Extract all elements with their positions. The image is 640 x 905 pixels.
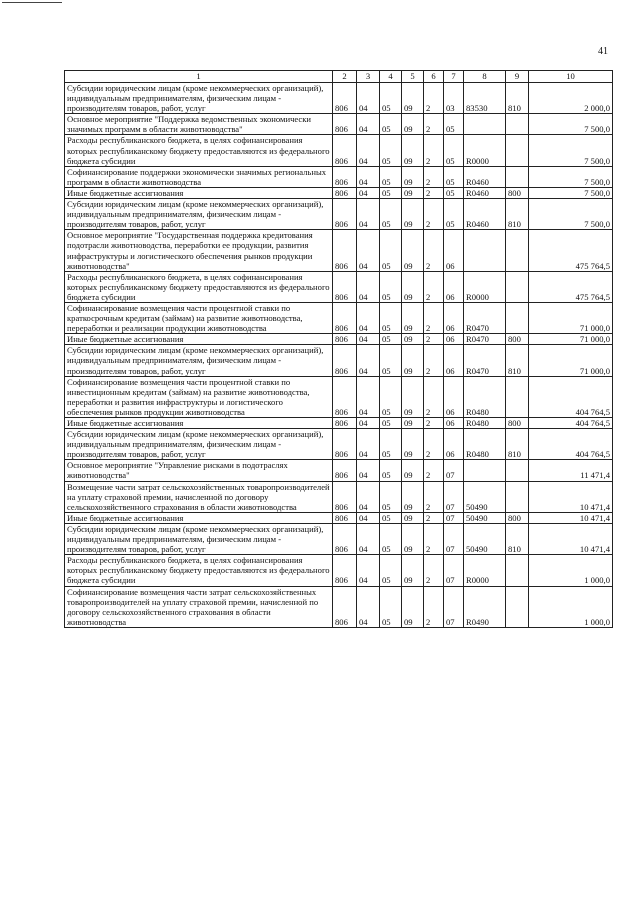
subprogram-code-cell: 2 bbox=[424, 187, 444, 198]
table-row bbox=[65, 271, 613, 302]
program-code-cell: 09 bbox=[402, 523, 424, 554]
measure-code-cell: 06 bbox=[444, 345, 464, 376]
subsection-code-cell: 05 bbox=[380, 199, 402, 230]
measure-code-cell: 06 bbox=[444, 334, 464, 345]
program-code-cell: 09 bbox=[402, 512, 424, 523]
direction-code-cell: R0460 bbox=[464, 199, 506, 230]
direction-code-cell: R0480 bbox=[464, 429, 506, 460]
subsection-code-cell: 05 bbox=[380, 555, 402, 586]
direction-code-cell: 83530 bbox=[464, 83, 506, 114]
admin-code-cell: 806 bbox=[333, 376, 357, 417]
measure-code-cell: 05 bbox=[444, 199, 464, 230]
row-name-cell: Иные бюджетные ассигнования bbox=[65, 418, 333, 429]
expense-type-cell bbox=[506, 555, 529, 586]
amount-cell: 10 471,4 bbox=[529, 512, 613, 523]
direction-code-cell: R0000 bbox=[464, 555, 506, 586]
expense-type-cell bbox=[506, 271, 529, 302]
row-name-cell: Возмещение части затрат сельскохозяйственных товаропроизводителей на уплату страховой премии, начисленной по договору сельскохозяйственного страхования в области животноводства bbox=[65, 481, 333, 512]
direction-code-cell: R0460 bbox=[464, 187, 506, 198]
table-row bbox=[65, 376, 613, 417]
scan-corner-mark bbox=[2, 2, 62, 3]
row-name-cell: Основное мероприятие "Поддержка ведомственных экономически значимых программ в области животноводства" bbox=[65, 114, 333, 135]
table-row bbox=[65, 512, 613, 523]
program-code-cell: 09 bbox=[402, 187, 424, 198]
expense-type-cell bbox=[506, 114, 529, 135]
row-name-cell: Расходы республиканского бюджета, в целях софинансирования которых республиканскому бюджету предоставляются из федерального бюджета субсидии bbox=[65, 271, 333, 302]
subprogram-code-cell: 2 bbox=[424, 114, 444, 135]
program-code-cell: 09 bbox=[402, 135, 424, 166]
row-name-cell: Софинансирование возмещения части затрат сельскохозяйственных товаропроизводителей на уплату страховой премии, начисленной по договору сельскохозяйственного страхования в области животноводства bbox=[65, 586, 333, 627]
measure-code-cell: 06 bbox=[444, 418, 464, 429]
subsection-code-cell: 05 bbox=[380, 135, 402, 166]
admin-code-cell: 806 bbox=[333, 334, 357, 345]
subsection-code-cell: 05 bbox=[380, 481, 402, 512]
budget-table bbox=[64, 70, 613, 628]
section-code-cell: 04 bbox=[357, 135, 380, 166]
amount-cell: 1 000,0 bbox=[529, 586, 613, 627]
section-code-cell: 04 bbox=[357, 345, 380, 376]
direction-code-cell: R0490 bbox=[464, 586, 506, 627]
amount-cell: 1 000,0 bbox=[529, 555, 613, 586]
admin-code-cell: 806 bbox=[333, 418, 357, 429]
program-code-cell: 09 bbox=[402, 271, 424, 302]
amount-cell: 2 000,0 bbox=[529, 83, 613, 114]
measure-code-cell: 07 bbox=[444, 555, 464, 586]
subsection-code-cell: 05 bbox=[380, 271, 402, 302]
table-row bbox=[65, 114, 613, 135]
subprogram-code-cell: 2 bbox=[424, 523, 444, 554]
row-name-cell: Иные бюджетные ассигнования bbox=[65, 334, 333, 345]
program-code-cell: 09 bbox=[402, 302, 424, 333]
subprogram-code-cell: 2 bbox=[424, 345, 444, 376]
direction-code-cell: 50490 bbox=[464, 481, 506, 512]
subprogram-code-cell: 2 bbox=[424, 429, 444, 460]
amount-cell: 404 764,5 bbox=[529, 418, 613, 429]
admin-code-cell: 806 bbox=[333, 271, 357, 302]
expense-type-cell bbox=[506, 230, 529, 271]
table-row bbox=[65, 83, 613, 114]
page-number: 41 bbox=[598, 46, 608, 57]
expense-type-cell bbox=[506, 586, 529, 627]
subsection-code-cell: 05 bbox=[380, 114, 402, 135]
row-name-cell: Субсидии юридическим лицам (кроме некоммерческих организаций), индивидуальным предпринимателям, физическим лицам - производителям товаров, работ, услуг bbox=[65, 345, 333, 376]
expense-type-cell: 800 bbox=[506, 418, 529, 429]
admin-code-cell: 806 bbox=[333, 199, 357, 230]
subsection-code-cell: 05 bbox=[380, 334, 402, 345]
column-header: 1 bbox=[65, 71, 333, 83]
expense-type-cell: 810 bbox=[506, 429, 529, 460]
row-name-cell: Основное мероприятие "Управление рисками в подотраслях животноводства" bbox=[65, 460, 333, 481]
admin-code-cell: 806 bbox=[333, 460, 357, 481]
measure-code-cell: 07 bbox=[444, 586, 464, 627]
subsection-code-cell: 05 bbox=[380, 523, 402, 554]
row-name-cell: Основное мероприятие "Государственная поддержка кредитования подотрасли животноводства, переработки ее продукции, развития инфраструктуры и логистического обеспечения рынков продукции животноводства" bbox=[65, 230, 333, 271]
measure-code-cell: 05 bbox=[444, 166, 464, 187]
section-code-cell: 04 bbox=[357, 83, 380, 114]
admin-code-cell: 806 bbox=[333, 187, 357, 198]
table-row bbox=[65, 334, 613, 345]
direction-code-cell: R0000 bbox=[464, 135, 506, 166]
amount-cell: 7 500,0 bbox=[529, 187, 613, 198]
measure-code-cell: 06 bbox=[444, 302, 464, 333]
admin-code-cell: 806 bbox=[333, 302, 357, 333]
section-code-cell: 04 bbox=[357, 334, 380, 345]
row-name-cell: Софинансирование возмещения части процентной ставки по инвестиционным кредитам (займам) на развитие животноводства, переработки и развития инфраструктуры и логистического обеспечения рынков продукции животноводства bbox=[65, 376, 333, 417]
expense-type-cell bbox=[506, 376, 529, 417]
table-row bbox=[65, 523, 613, 554]
amount-cell: 7 500,0 bbox=[529, 135, 613, 166]
table-row bbox=[65, 586, 613, 627]
direction-code-cell bbox=[464, 114, 506, 135]
subsection-code-cell: 05 bbox=[380, 376, 402, 417]
subsection-code-cell: 05 bbox=[380, 429, 402, 460]
expense-type-cell: 800 bbox=[506, 187, 529, 198]
section-code-cell: 04 bbox=[357, 555, 380, 586]
subprogram-code-cell: 2 bbox=[424, 376, 444, 417]
section-code-cell: 04 bbox=[357, 166, 380, 187]
table-row bbox=[65, 230, 613, 271]
program-code-cell: 09 bbox=[402, 418, 424, 429]
row-name-cell: Иные бюджетные ассигнования bbox=[65, 512, 333, 523]
column-header: 6 bbox=[424, 71, 444, 83]
program-code-cell: 09 bbox=[402, 345, 424, 376]
subsection-code-cell: 05 bbox=[380, 418, 402, 429]
row-name-cell: Субсидии юридическим лицам (кроме некоммерческих организаций), индивидуальным предпринимателям, физическим лицам - производителям товаров, работ, услуг bbox=[65, 429, 333, 460]
table-row bbox=[65, 187, 613, 198]
table-row bbox=[65, 555, 613, 586]
section-code-cell: 04 bbox=[357, 586, 380, 627]
section-code-cell: 04 bbox=[357, 271, 380, 302]
subprogram-code-cell: 2 bbox=[424, 418, 444, 429]
subprogram-code-cell: 2 bbox=[424, 135, 444, 166]
column-header: 7 bbox=[444, 71, 464, 83]
section-code-cell: 04 bbox=[357, 460, 380, 481]
expense-type-cell bbox=[506, 166, 529, 187]
admin-code-cell: 806 bbox=[333, 230, 357, 271]
admin-code-cell: 806 bbox=[333, 429, 357, 460]
subprogram-code-cell: 2 bbox=[424, 302, 444, 333]
amount-cell: 7 500,0 bbox=[529, 166, 613, 187]
column-header: 10 bbox=[529, 71, 613, 83]
subsection-code-cell: 05 bbox=[380, 166, 402, 187]
measure-code-cell: 06 bbox=[444, 429, 464, 460]
subsection-code-cell: 05 bbox=[380, 345, 402, 376]
measure-code-cell: 06 bbox=[444, 230, 464, 271]
section-code-cell: 04 bbox=[357, 199, 380, 230]
admin-code-cell: 806 bbox=[333, 83, 357, 114]
section-code-cell: 04 bbox=[357, 523, 380, 554]
section-code-cell: 04 bbox=[357, 481, 380, 512]
table-row bbox=[65, 135, 613, 166]
measure-code-cell: 07 bbox=[444, 460, 464, 481]
measure-code-cell: 07 bbox=[444, 481, 464, 512]
subprogram-code-cell: 2 bbox=[424, 199, 444, 230]
measure-code-cell: 05 bbox=[444, 135, 464, 166]
amount-cell: 71 000,0 bbox=[529, 345, 613, 376]
row-name-cell: Субсидии юридическим лицам (кроме некоммерческих организаций), индивидуальным предпринимателям, физическим лицам - производителям товаров, работ, услуг bbox=[65, 199, 333, 230]
measure-code-cell: 06 bbox=[444, 271, 464, 302]
row-name-cell: Расходы республиканского бюджета, в целях софинансирования которых республиканскому бюджету предоставляются из федерального бюджета субсидии bbox=[65, 135, 333, 166]
subsection-code-cell: 05 bbox=[380, 187, 402, 198]
table-row bbox=[65, 481, 613, 512]
measure-code-cell: 06 bbox=[444, 376, 464, 417]
amount-cell: 10 471,4 bbox=[529, 481, 613, 512]
direction-code-cell bbox=[464, 460, 506, 481]
expense-type-cell bbox=[506, 302, 529, 333]
program-code-cell: 09 bbox=[402, 481, 424, 512]
subprogram-code-cell: 2 bbox=[424, 334, 444, 345]
measure-code-cell: 07 bbox=[444, 523, 464, 554]
program-code-cell: 09 bbox=[402, 460, 424, 481]
admin-code-cell: 806 bbox=[333, 166, 357, 187]
direction-code-cell: R0460 bbox=[464, 166, 506, 187]
subsection-code-cell: 05 bbox=[380, 302, 402, 333]
direction-code-cell: R0480 bbox=[464, 376, 506, 417]
column-header: 5 bbox=[402, 71, 424, 83]
subprogram-code-cell: 2 bbox=[424, 555, 444, 586]
direction-code-cell: R0470 bbox=[464, 302, 506, 333]
expense-type-cell: 810 bbox=[506, 83, 529, 114]
section-code-cell: 04 bbox=[357, 187, 380, 198]
column-header: 2 bbox=[333, 71, 357, 83]
subsection-code-cell: 05 bbox=[380, 230, 402, 271]
expense-type-cell: 810 bbox=[506, 199, 529, 230]
expense-type-cell: 810 bbox=[506, 523, 529, 554]
subprogram-code-cell: 2 bbox=[424, 83, 444, 114]
subsection-code-cell: 05 bbox=[380, 512, 402, 523]
row-name-cell: Софинансирование возмещения части процентной ставки по краткосрочным кредитам (займам) на развитие животноводства, переработки и реализации продукции животноводства bbox=[65, 302, 333, 333]
direction-code-cell: 50490 bbox=[464, 523, 506, 554]
table-row bbox=[65, 460, 613, 481]
measure-code-cell: 07 bbox=[444, 512, 464, 523]
amount-cell: 404 764,5 bbox=[529, 376, 613, 417]
direction-code-cell: 50490 bbox=[464, 512, 506, 523]
expense-type-cell bbox=[506, 481, 529, 512]
expense-type-cell: 800 bbox=[506, 334, 529, 345]
direction-code-cell: R0470 bbox=[464, 345, 506, 376]
table-row bbox=[65, 199, 613, 230]
direction-code-cell: R0470 bbox=[464, 334, 506, 345]
table-row bbox=[65, 166, 613, 187]
amount-cell: 7 500,0 bbox=[529, 114, 613, 135]
column-header: 8 bbox=[464, 71, 506, 83]
expense-type-cell: 800 bbox=[506, 512, 529, 523]
table-row bbox=[65, 345, 613, 376]
column-header: 4 bbox=[380, 71, 402, 83]
subprogram-code-cell: 2 bbox=[424, 481, 444, 512]
admin-code-cell: 806 bbox=[333, 345, 357, 376]
section-code-cell: 04 bbox=[357, 376, 380, 417]
row-name-cell: Субсидии юридическим лицам (кроме некоммерческих организаций), индивидуальным предпринимателям, физическим лицам - производителям товаров, работ, услуг bbox=[65, 83, 333, 114]
column-header: 3 bbox=[357, 71, 380, 83]
admin-code-cell: 806 bbox=[333, 586, 357, 627]
expense-type-cell bbox=[506, 460, 529, 481]
subprogram-code-cell: 2 bbox=[424, 512, 444, 523]
admin-code-cell: 806 bbox=[333, 481, 357, 512]
subprogram-code-cell: 2 bbox=[424, 586, 444, 627]
program-code-cell: 09 bbox=[402, 429, 424, 460]
row-name-cell: Субсидии юридическим лицам (кроме некоммерческих организаций), индивидуальным предпринимателям, физическим лицам - производителям товаров, работ, услуг bbox=[65, 523, 333, 554]
subsection-code-cell: 05 bbox=[380, 460, 402, 481]
row-name-cell: Иные бюджетные ассигнования bbox=[65, 187, 333, 198]
table-row bbox=[65, 429, 613, 460]
admin-code-cell: 806 bbox=[333, 135, 357, 166]
admin-code-cell: 806 bbox=[333, 523, 357, 554]
program-code-cell: 09 bbox=[402, 334, 424, 345]
program-code-cell: 09 bbox=[402, 83, 424, 114]
program-code-cell: 09 bbox=[402, 555, 424, 586]
direction-code-cell: R0480 bbox=[464, 418, 506, 429]
program-code-cell: 09 bbox=[402, 166, 424, 187]
program-code-cell: 09 bbox=[402, 230, 424, 271]
table-header-row bbox=[65, 71, 613, 83]
admin-code-cell: 806 bbox=[333, 555, 357, 586]
subprogram-code-cell: 2 bbox=[424, 230, 444, 271]
section-code-cell: 04 bbox=[357, 302, 380, 333]
budget-table-body bbox=[65, 71, 613, 628]
table-row bbox=[65, 418, 613, 429]
program-code-cell: 09 bbox=[402, 199, 424, 230]
amount-cell: 11 471,4 bbox=[529, 460, 613, 481]
section-code-cell: 04 bbox=[357, 418, 380, 429]
measure-code-cell: 03 bbox=[444, 83, 464, 114]
section-code-cell: 04 bbox=[357, 512, 380, 523]
section-code-cell: 04 bbox=[357, 429, 380, 460]
program-code-cell: 09 bbox=[402, 376, 424, 417]
expense-type-cell: 810 bbox=[506, 345, 529, 376]
amount-cell: 7 500,0 bbox=[529, 199, 613, 230]
measure-code-cell: 05 bbox=[444, 187, 464, 198]
direction-code-cell: R0000 bbox=[464, 271, 506, 302]
program-code-cell: 09 bbox=[402, 586, 424, 627]
section-code-cell: 04 bbox=[357, 230, 380, 271]
program-code-cell: 09 bbox=[402, 114, 424, 135]
admin-code-cell: 806 bbox=[333, 114, 357, 135]
admin-code-cell: 806 bbox=[333, 512, 357, 523]
amount-cell: 10 471,4 bbox=[529, 523, 613, 554]
row-name-cell: Расходы республиканского бюджета, в целях софинансирования которых республиканскому бюджету предоставляются из федерального бюджета субсидии bbox=[65, 555, 333, 586]
table-row bbox=[65, 302, 613, 333]
expense-type-cell bbox=[506, 135, 529, 166]
subsection-code-cell: 05 bbox=[380, 83, 402, 114]
amount-cell: 71 000,0 bbox=[529, 334, 613, 345]
subprogram-code-cell: 2 bbox=[424, 166, 444, 187]
amount-cell: 475 764,5 bbox=[529, 230, 613, 271]
section-code-cell: 04 bbox=[357, 114, 380, 135]
subprogram-code-cell: 2 bbox=[424, 460, 444, 481]
amount-cell: 404 764,5 bbox=[529, 429, 613, 460]
measure-code-cell: 05 bbox=[444, 114, 464, 135]
amount-cell: 475 764,5 bbox=[529, 271, 613, 302]
direction-code-cell bbox=[464, 230, 506, 271]
column-header: 9 bbox=[506, 71, 529, 83]
subsection-code-cell: 05 bbox=[380, 586, 402, 627]
subprogram-code-cell: 2 bbox=[424, 271, 444, 302]
amount-cell: 71 000,0 bbox=[529, 302, 613, 333]
row-name-cell: Софинансирование поддержки экономически значимых региональных программ в области животноводства bbox=[65, 166, 333, 187]
